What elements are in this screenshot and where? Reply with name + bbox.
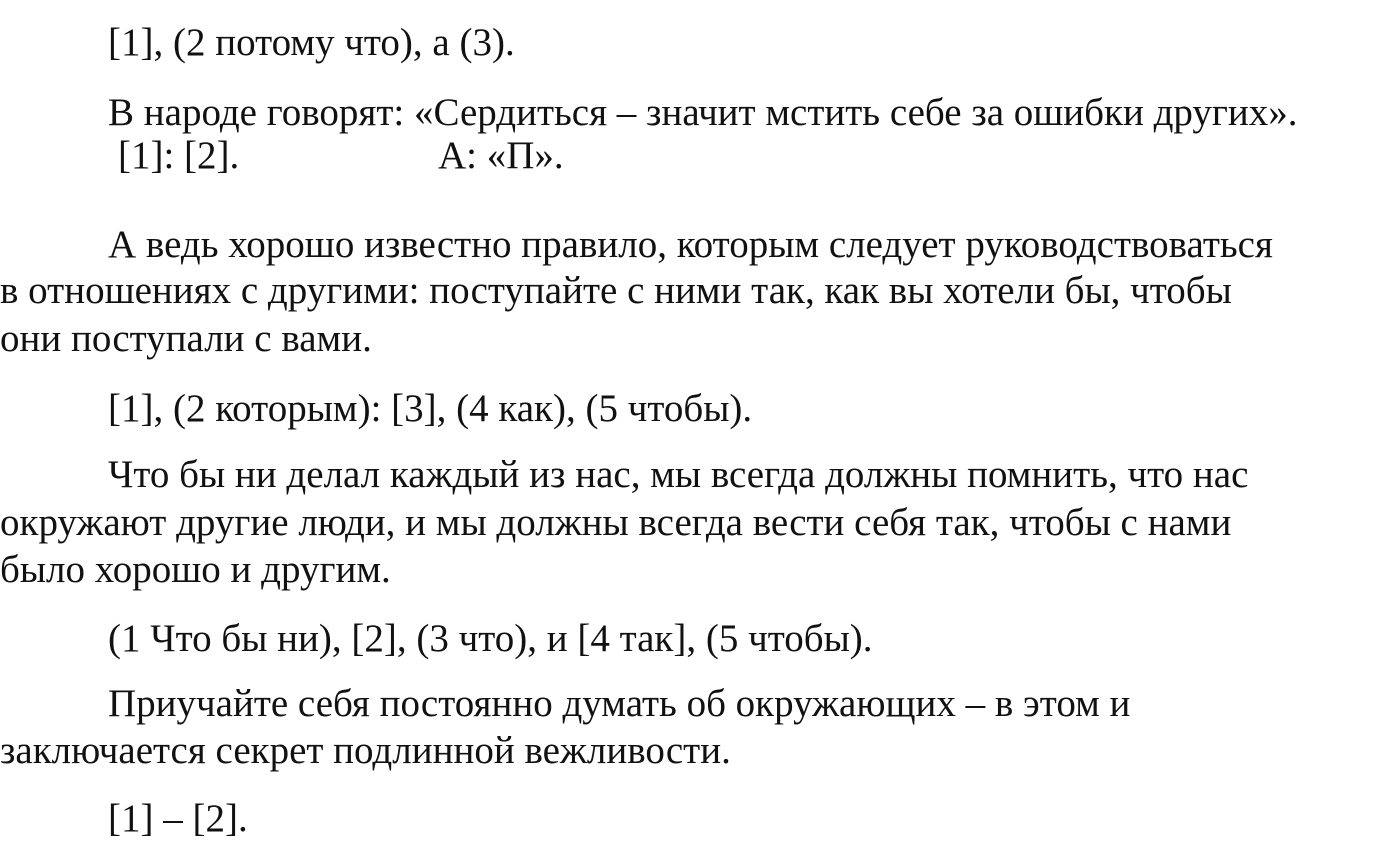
sentence-line: А ведь хорошо известно правило, которым следует руководствоваться xyxy=(108,223,1273,266)
sentence-line: было хорошо и другим. xyxy=(0,548,391,591)
sentence-line: Что бы ни делал каждый из нас, мы всегда должны помнить, что нас xyxy=(108,453,1249,496)
sentence-line: Приучайте себя постоянно думать об окружающих – в этом и xyxy=(108,682,1131,725)
scheme-line: [1], (2 которым): [3], (4 как), (5 чтобы). xyxy=(108,387,753,430)
sentence-line: в отношениях с другими: поступайте с ними так, как вы хотели бы, чтобы xyxy=(0,269,1232,312)
sentence-line: они поступали с вами. xyxy=(0,317,372,360)
sentence-line: В народе говорят: «Сердиться – значит мстить себе за ошибки других». xyxy=(108,91,1298,134)
sentence-line: окружают другие люди, и мы должны всегда вести себя так, чтобы с нами xyxy=(0,501,1232,544)
scheme-line: [1], (2 потому что), а (3). xyxy=(108,21,515,64)
scheme-line: [1] – [2]. xyxy=(108,797,248,840)
sentence-line: заключается секрет подлинной вежливости. xyxy=(0,729,731,772)
scheme-line: (1 Что бы ни), [2], (3 что), и [4 так], (5 чтобы). xyxy=(108,617,873,660)
scheme-line: А: «П». xyxy=(438,134,564,177)
scheme-line: [1]: [2]. xyxy=(118,134,240,177)
